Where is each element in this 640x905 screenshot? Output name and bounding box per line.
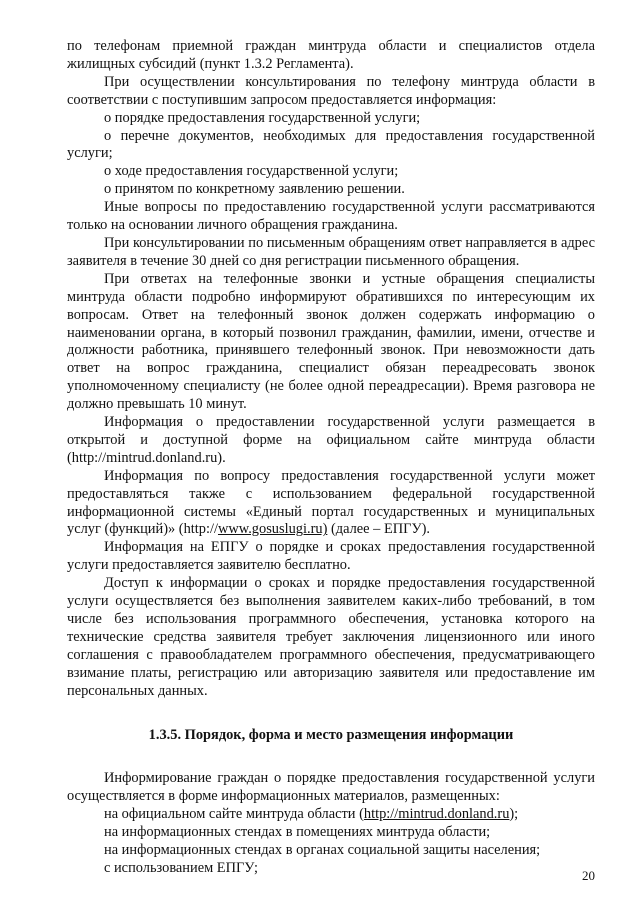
paragraph-website-info: Информация о предоставлении государственной услуги размещается в открытой и доступной форме на официальном сайте минтруда области (http://mintrud.donland.ru). [67, 414, 595, 466]
paragraph-epgu-text: Информация по вопросу предоставления государственной услуги может предоставляться также с использованием федеральной государственной информационной системы «Единый портал государственных и муниципальных услуг (функций)» (http:// [67, 467, 595, 538]
list-item-progress: о ходе предоставления государственной услуги; [104, 163, 399, 180]
paragraph-phone-continuation: по телефонам приемной граждан минтруда области и специалистов отдела жилищных субсидий (пункт 1.3.2 Регламента). [67, 38, 595, 72]
paragraph-epgu [67, 468, 595, 540]
list-item-procedure: о порядке предоставления государственной услуги; [104, 109, 421, 126]
section-item-website-tail: ); [509, 806, 519, 823]
paragraph-free-info: Информация на ЕПГУ о порядке и сроках предоставления государственной услуги предоставляется заявителю бесплатно. [67, 539, 595, 574]
paragraph-other-questions: Иные вопросы по предоставлению государственной услуги рассматриваются только на основании личного обращения гражданина. [67, 199, 595, 234]
section-item-epgu: с использованием ЕПГУ; [104, 859, 258, 876]
section-item-website-text: на официальном сайте минтруда области ( [104, 806, 364, 823]
mintrud-link[interactable]: http://mintrud.donland.ru [363, 806, 510, 823]
list-item-decision: о принятом по конкретному заявлению решении. [104, 181, 405, 198]
section-item-website [67, 806, 595, 824]
paragraph-access: Доступ к информации о сроках и порядке предоставления государственной услуги осуществляется без выполнения заявителем каких-либо требований, в том числе без использования программного обеспечения, установка которого на технические средства заявителя требует заключения лицензионного или иного соглашения с правообладателем программного обеспечения, предусматривающего взимание платы, регистрацию или авторизацию заявителя или предоставление им персональных данных. [67, 575, 595, 699]
section-intro: Информирование граждан о порядке предоставления государственной услуги осуществляется в форме информационных материалов, размещенных: [67, 770, 595, 805]
section-item-stands-ministry: на информационных стендах в помещениях минтруда области; [104, 824, 491, 841]
list-item-documents: о перечне документов, необходимых для предоставления государственной услуги; [67, 127, 595, 162]
page-number: 20 [582, 868, 595, 883]
paragraph-phone-consulting: При осуществлении консультирования по телефону минтруда области в соответствии с поступившим запросом предоставляется информация: [67, 73, 595, 108]
paragraph-epgu-tail: (далее – ЕПГУ). [327, 521, 431, 538]
gosuslugi-link[interactable]: www.gosuslugi.ru) [217, 521, 328, 538]
section-item-stands-social: на информационных стендах в органах социальной защиты населения; [104, 842, 541, 859]
section-heading: 1.3.5. Порядок, форма и место размещения информации [148, 726, 514, 743]
paragraph-phone-calls: При ответах на телефонные звонки и устные обращения специалисты минтруда области подробно информируют обратившихся по интересующим их вопросам. Ответ на телефонный звонок должен содержать информацию о наименовании органа, в который позвонил гражданин, фамилии, имени, отчестве и должности работника, принявшего телефонный звонок. При невозможности дать ответ на вопрос гражданина, специалист обязан переадресовать звонок уполномоченному специалисту (не более одной переадресации). Время разговора не должно превышать 10 минут. [67, 270, 595, 413]
document-page [67, 38, 595, 878]
paragraph-written-requests: При консультировании по письменным обращениям ответ направляется в адрес заявителя в течение 30 дней со дня регистрации письменного обращения. [67, 234, 595, 269]
